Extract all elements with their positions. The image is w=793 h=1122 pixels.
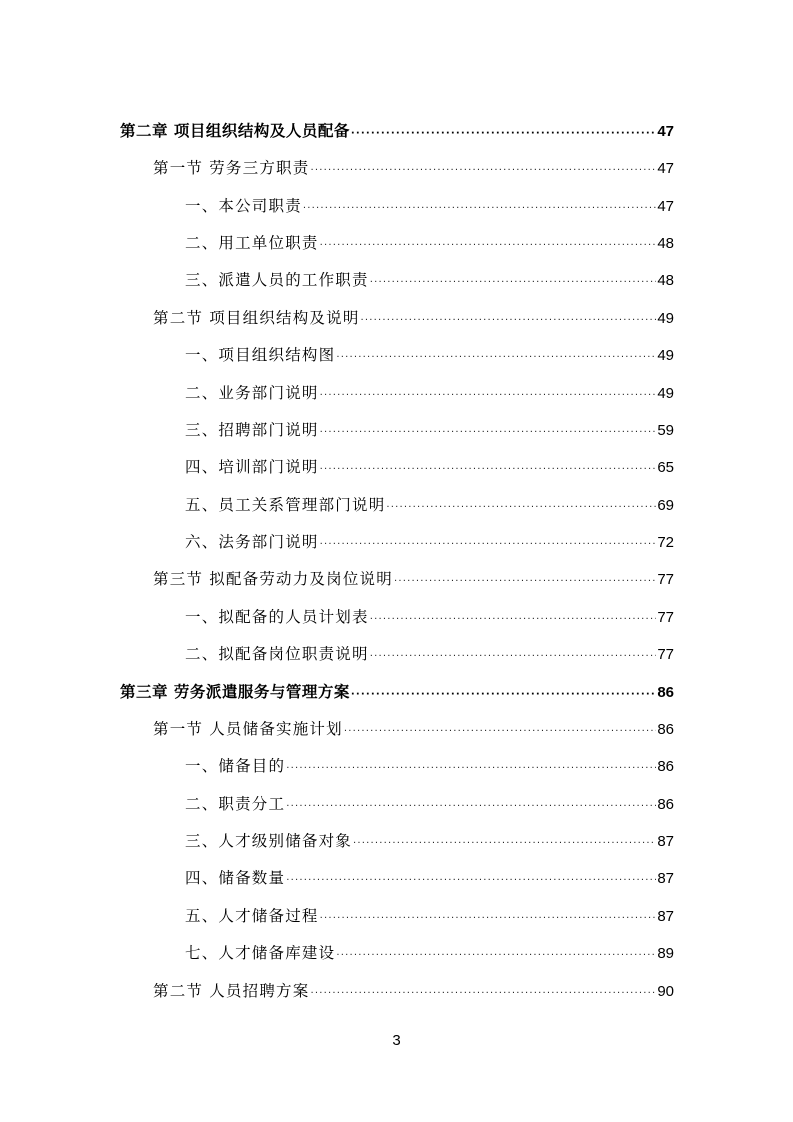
toc-entry-page: 87 bbox=[657, 870, 674, 887]
toc-entry-page: 47 bbox=[657, 123, 674, 140]
toc-entry-page: 49 bbox=[657, 385, 674, 402]
toc-entry-title: 一、拟配备的人员计划表 bbox=[185, 608, 369, 626]
toc-entry-page: 49 bbox=[657, 310, 674, 327]
toc-entry-title: 五、员工关系管理部门说明 bbox=[185, 496, 386, 514]
toc-entry-subsection[interactable] bbox=[185, 381, 674, 405]
toc-entry-subsection[interactable] bbox=[185, 792, 674, 816]
toc-entry-page: 47 bbox=[657, 160, 674, 177]
toc-entry-subsection[interactable] bbox=[185, 455, 674, 479]
dot-leader bbox=[370, 608, 657, 632]
toc-entry-page: 69 bbox=[657, 497, 674, 514]
toc-entry-title: 第二章 项目组织结构及人员配备 bbox=[120, 122, 350, 140]
toc-entry-title: 七、人才储备库建设 bbox=[185, 944, 336, 962]
dot-leader bbox=[361, 309, 657, 333]
toc-entry-title: 三、招聘部门说明 bbox=[185, 421, 319, 439]
toc-entry-subsection[interactable] bbox=[185, 904, 674, 928]
dot-leader bbox=[370, 271, 657, 295]
toc-entry-title: 二、用工单位职责 bbox=[185, 234, 319, 252]
toc-entry-title: 一、项目组织结构图 bbox=[185, 346, 336, 364]
toc-entry-page: 47 bbox=[657, 198, 674, 215]
toc-entry-title: 二、拟配备岗位职责说明 bbox=[185, 645, 369, 663]
toc-entry-title: 一、本公司职责 bbox=[185, 197, 302, 215]
dot-leader bbox=[344, 720, 656, 744]
toc-entry-section[interactable] bbox=[153, 567, 674, 591]
dot-leader bbox=[351, 683, 656, 707]
dot-leader bbox=[310, 982, 656, 1006]
toc-entry-title: 六、法务部门说明 bbox=[185, 533, 319, 551]
toc-entry-title: 一、储备目的 bbox=[185, 757, 286, 775]
dot-leader bbox=[386, 496, 656, 520]
dot-leader bbox=[310, 159, 656, 183]
toc-entry-subsection[interactable] bbox=[185, 493, 674, 517]
toc-entry-subsection[interactable] bbox=[185, 866, 674, 890]
dot-leader bbox=[336, 346, 656, 370]
dot-leader bbox=[320, 234, 657, 258]
dot-leader bbox=[336, 944, 656, 968]
dot-leader bbox=[370, 645, 657, 669]
dot-leader bbox=[351, 122, 656, 146]
toc-entry-title: 第一节 劳务三方职责 bbox=[153, 159, 310, 177]
dot-leader bbox=[320, 421, 657, 445]
toc-entry-subsection[interactable] bbox=[185, 194, 674, 218]
toc-entry-page: 48 bbox=[657, 235, 674, 252]
toc-entry-page: 77 bbox=[657, 609, 674, 626]
toc-entry-subsection[interactable] bbox=[185, 754, 674, 778]
toc-entry-title: 二、职责分工 bbox=[185, 795, 286, 813]
toc-entry-subsection[interactable] bbox=[185, 605, 674, 629]
toc-entry-subsection[interactable] bbox=[185, 829, 674, 853]
toc-entry-title: 第三节 拟配备劳动力及岗位说明 bbox=[153, 570, 393, 588]
toc-entry-title: 第二节 人员招聘方案 bbox=[153, 982, 310, 1000]
toc-entry-title: 四、储备数量 bbox=[185, 869, 286, 887]
toc-entry-page: 89 bbox=[657, 945, 674, 962]
dot-leader bbox=[286, 757, 656, 781]
toc-entry-page: 86 bbox=[657, 758, 674, 775]
toc-entry-page: 90 bbox=[657, 983, 674, 1000]
toc-entry-page: 59 bbox=[657, 422, 674, 439]
toc-entry-page: 77 bbox=[657, 646, 674, 663]
toc-entry-title: 五、人才储备过程 bbox=[185, 907, 319, 925]
page-number: 3 bbox=[392, 1032, 401, 1049]
toc-entry-title: 四、培训部门说明 bbox=[185, 458, 319, 476]
toc-entry-chapter[interactable] bbox=[120, 680, 674, 704]
toc-entry-subsection[interactable] bbox=[185, 530, 674, 554]
toc-entry-subsection[interactable] bbox=[185, 941, 674, 965]
dot-leader bbox=[286, 795, 656, 819]
dot-leader bbox=[320, 907, 657, 931]
toc-entry-page: 87 bbox=[657, 908, 674, 925]
toc-entry-page: 48 bbox=[657, 272, 674, 289]
toc-entry-title: 三、派遣人员的工作职责 bbox=[185, 271, 369, 289]
toc-entry-title: 二、业务部门说明 bbox=[185, 384, 319, 402]
toc-entry-section[interactable] bbox=[153, 306, 674, 330]
dot-leader bbox=[320, 533, 657, 557]
dot-leader bbox=[353, 832, 656, 856]
dot-leader bbox=[320, 458, 657, 482]
toc-entry-page: 87 bbox=[657, 833, 674, 850]
toc-entry-subsection[interactable] bbox=[185, 418, 674, 442]
toc-entry-subsection[interactable] bbox=[185, 343, 674, 367]
toc-entry-section[interactable] bbox=[153, 717, 674, 741]
toc-entry-subsection[interactable] bbox=[185, 231, 674, 255]
toc-entry-page: 65 bbox=[657, 459, 674, 476]
toc-entry-subsection[interactable] bbox=[185, 642, 674, 666]
toc-entry-section[interactable] bbox=[153, 156, 674, 180]
dot-leader bbox=[286, 869, 656, 893]
toc-entry-page: 86 bbox=[657, 721, 674, 738]
toc-entry-page: 49 bbox=[657, 347, 674, 364]
toc-entry-page: 72 bbox=[657, 534, 674, 551]
dot-leader bbox=[303, 197, 656, 221]
dot-leader bbox=[394, 570, 656, 594]
toc-entry-page: 86 bbox=[657, 684, 674, 701]
toc-entry-title: 第二节 项目组织结构及说明 bbox=[153, 309, 360, 327]
toc-entry-page: 86 bbox=[657, 796, 674, 813]
toc-entry-title: 第一节 人员储备实施计划 bbox=[153, 720, 343, 738]
toc-entry-page: 77 bbox=[657, 571, 674, 588]
dot-leader bbox=[320, 384, 657, 408]
toc-entry-section[interactable] bbox=[153, 979, 674, 1003]
toc-entry-subsection[interactable] bbox=[185, 268, 674, 292]
toc-entry-chapter[interactable] bbox=[120, 119, 674, 143]
toc-entry-title: 三、人才级别储备对象 bbox=[185, 832, 353, 850]
toc-entry-title: 第三章 劳务派遣服务与管理方案 bbox=[120, 683, 350, 701]
